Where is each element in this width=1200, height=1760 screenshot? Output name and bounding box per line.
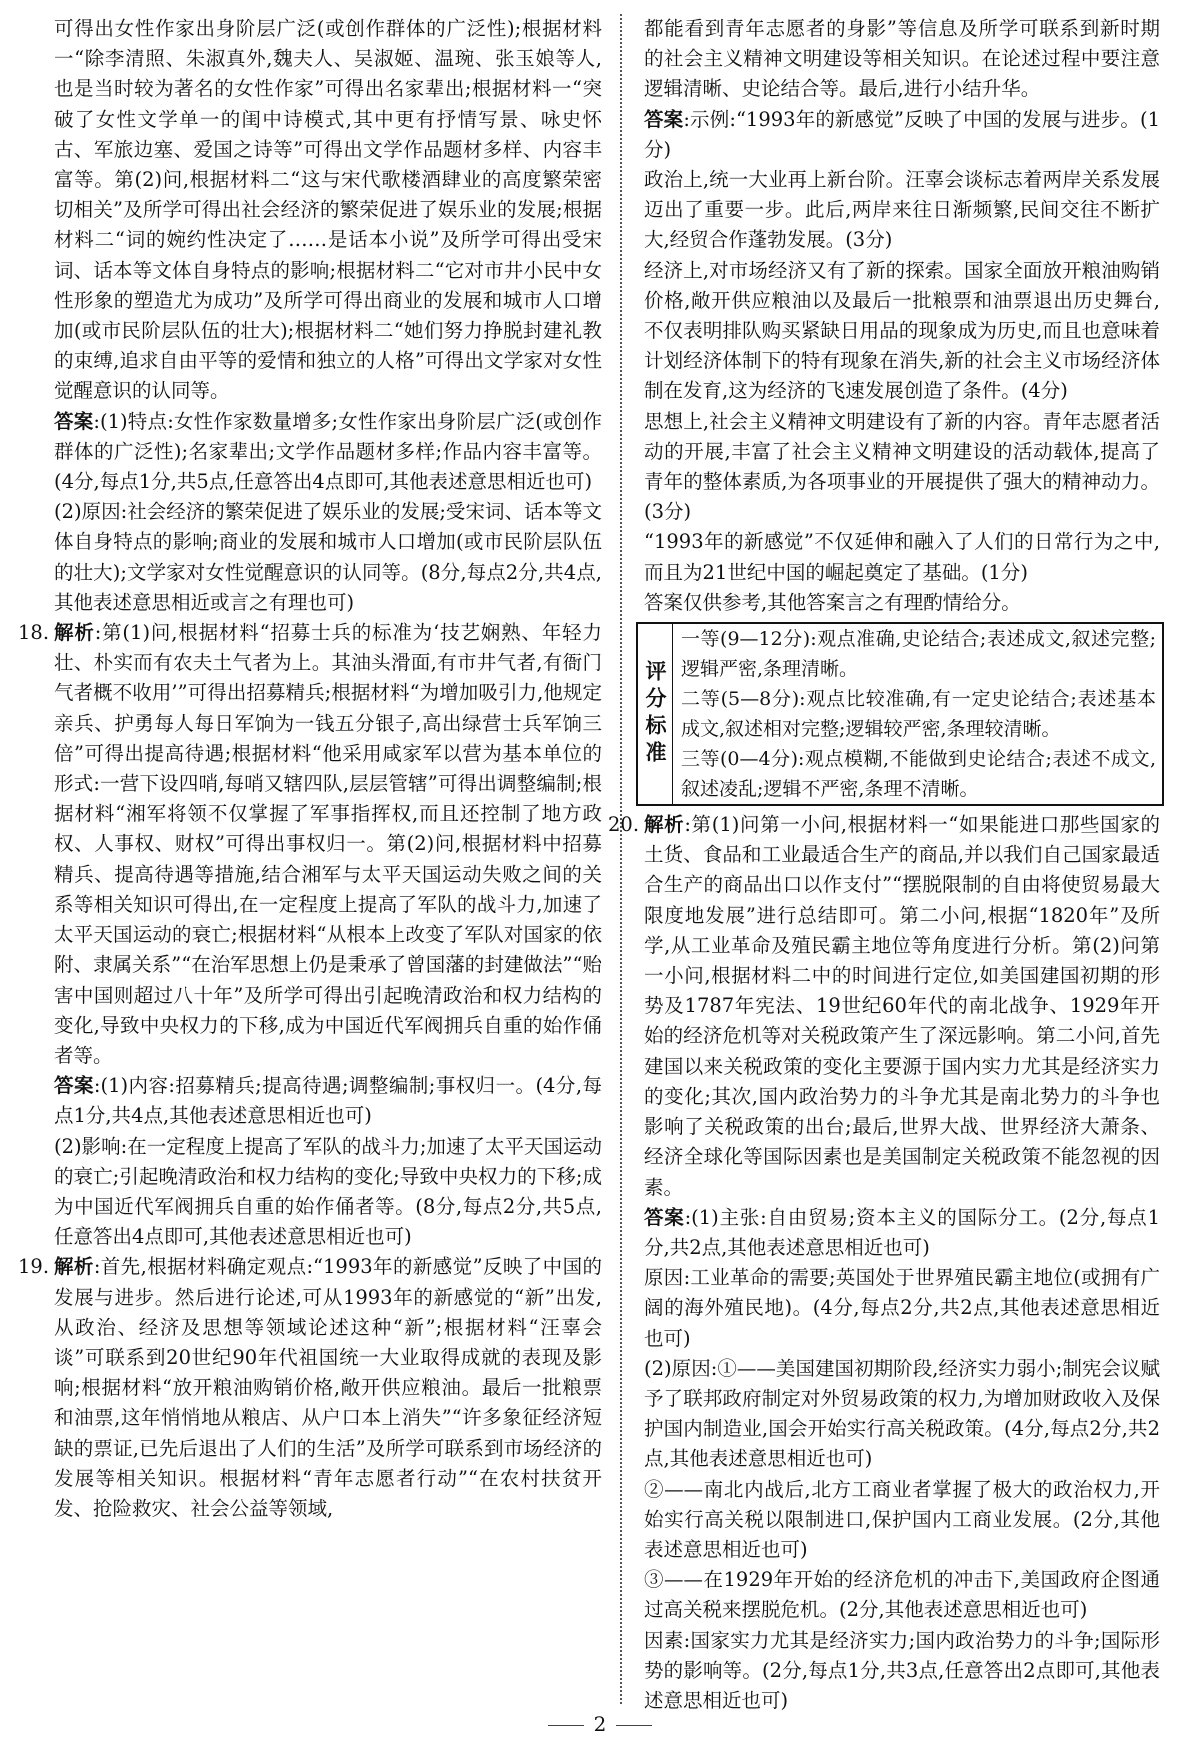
question-number: 19. (18, 1255, 50, 1279)
q19-politics: 政治上,统一大业再上新台阶。汪辜会谈标志着两岸关系发展迈出了重要一步。此后,两岸来往日渐频繁,民间交往不断扩大,经贸合作蓬勃发展。(3分) (644, 168, 1160, 252)
answer-label: 答案 (54, 409, 94, 433)
question-number: 18. (18, 621, 50, 645)
footer-dash-left (548, 1725, 584, 1726)
q17-answer-part1: 答案:(1)特点:女性作家数量增多;女性作家出身阶层广泛(或创作群体的广泛性);名家辈出;文学作品题材多样;作品内容丰富等。(4分,每点1分,共5点,任意答出4点即可,其他表述意思相近也可) (54, 409, 602, 494)
rubric-tier-1: 一等(9—12分):观点准确,史论结合;表述成文,叙述完整;逻辑严密,条理清晰。 (681, 628, 1156, 681)
q20-answer-part2b: ②——南北内战后,北方工商业者掌握了极大的政治权力,开始实行高关税以限制进口,保护国内工商业发展。(2分,其他表述意思相近也可) (644, 1477, 1160, 1561)
q20-analysis: 解析:第(1)问第一小问,根据材料一“如果能进口那些国家的土货、食品和工业最适合生产的商品,并以我们自己国家最适合生产的商品出口以作支付”“摆脱限制的自由将使贸易最大限度地发展”进行总结即可。第二小问,根据“1820年”及所学,从工业革命及殖民霸主地位等角度进行分析。第(2)问第一小问,根据材料二中的时间进行定位,如美国建国初期的形势及1787年宪法、19世纪60年代的南北战争、1929年开始的经济危机等对关税政策产生了深远影响。第二小问,首先建国以来关税政策的变化主要源于国内实力尤其是经济实力的变化;其次,国内政治势力的斗争尤其是南北势力的斗争也影响了关税政策的出台;最后,世界大战、世界经济大萧条、经济全球化等国际因素也是美国制定关税政策不能忽视的因素。 (644, 813, 1160, 1199)
answer-label: 答案 (644, 107, 684, 131)
q20-answer-part2c: ③——在1929年开始的经济危机的冲击下,美国政府企图通过高关税来摆脱危机。(2分,其他表述意思相近也可) (644, 1568, 1160, 1622)
answer-label: 答案 (54, 1074, 94, 1098)
q18-answer-part2: (2)影响:在一定程度上提高了军队的战斗力;加速了太平天国运动的衰亡;引起晚清政治和权力结构的变化;导致中央权力的下移;成为中国近代军阀拥兵自重的始作俑者等。(8分,每点2分,共5点,任意答出4点即可,其他表述意思相近也可) (54, 1134, 602, 1249)
q20-answer-part2a: (2)原因:①——美国建国初期阶段,经济实力弱小;制宪会议赋予了联邦政府制定对外贸易政策的权力,为增加财政收入及保护国内制造业,国会开始实行高关税政策。(4分,每点2分,共2点,其他表述意思相近也可) (644, 1356, 1160, 1471)
footer-dash-right (616, 1725, 652, 1726)
q17-analysis-continued: 可得出女性作家出身阶层广泛(或创作群体的广泛性);根据材料一“除李清照、朱淑真外,魏夫人、吴淑姬、温琬、张玉娘等人,也是当时较为著名的女性作家”可得出名家辈出;根据材料一“突破了女性文学单一的闺中诗模式,其中更有抒情写景、咏史怀古、军旅边塞、爱国之诗等”可得出文学作品题材多样、内容丰富等。第(2)问,根据材料二“这与宋代歌楼酒肆业的高度繁荣密切相关”及所学可得出社会经济的繁荣促进了娱乐业的发展;根据材料二“词的婉约性决定了……是话本小说”及所学可得出受宋词、话本等文体自身特点的影响;根据材料二“它对市井小民中女性形象的塑造尤为成功”及所学可得出商业的发展和城市人口增加(或市民阶层队伍的壮大);根据材料二“她们努力挣脱封建礼教的束缚,追求自由平等的爱情和独立的人格”可得出文学家对女性觉醒意识的认同等。 (54, 17, 602, 403)
column-divider (620, 14, 622, 1704)
q19-thought: 思想上,社会主义精神文明建设有了新的内容。青年志愿者活动的开展,丰富了社会主义精神文明建设的活动载体,提高了青年的整体素质,为各项事业的开展提供了强大的精神动力。(3分) (644, 409, 1160, 524)
scoring-rubric-box (636, 622, 1164, 806)
rubric-label: 评分标准 (638, 624, 673, 804)
q19-analysis: 解析:首先,根据材料确定观点:“1993年的新感觉”反映了中国的发展与进步。然后进行论述,可从1993年的新感觉的“新”出发,从政治、经济及思想等领域论述这种“新”;根据材料“汪辜会谈”可联系到20世纪90年代祖国统一大业取得成就的表现及影响;根据材料“放开粮油购销价格,敞开供应粮油。最后一批粮票和油票,这年悄悄地从粮店、从户口本上消失”“许多象征经济短缺的票证,已先后退出了人们的生活”及所学可联系到市场经济的发展等相关知识。根据材料“青年志愿者行动”“在农村扶贫开发、抢险救灾、社会公益等领域, (54, 1255, 602, 1520)
page-footer (0, 1712, 1200, 1736)
question-number: 20. (608, 813, 640, 837)
answer-label: 答案 (644, 1205, 685, 1229)
q20-answer-part1: 答案:(1)主张:自由贸易;资本主义的国际分工。(2分,每点1分,共2点,其他表述意思相近也可) (644, 1205, 1160, 1259)
right-column (608, 14, 1160, 1716)
page-number: 2 (593, 1712, 607, 1736)
analysis-label: 解析 (644, 813, 685, 837)
q19-conclusion: “1993年的新感觉”不仅延伸和融入了人们的日常行为之中,而且为21世纪中国的崛起奠定了基础。(1分) (644, 530, 1160, 584)
q19-economy: 经济上,对市场经济又有了新的探索。国家全面放开粮油购销价格,敞开供应粮油以及最后一批粮票和油票退出历史舞台,不仅表明排队购买紧缺日用品的现象成为历史,而且也意味着计划经济体制下的特有现象在消失,新的社会主义市场经济体制在发育,这为经济的飞速发展创造了条件。(4分) (644, 258, 1160, 403)
analysis-label: 解析 (54, 1255, 94, 1279)
q18-analysis: 解析:第(1)问,根据材料“招募士兵的标准为‘技艺娴熟、年轻力壮、朴实而有农夫土气者为上。其油头滑面,有市井气者,有衙门气者概不收用’”可得出招募精兵;根据材料“为增加吸引力,他规定亲兵、护勇每人每日军饷为一钱五分银子,高出绿营士兵军饷三倍”可得出提高待遇;根据材料“他采用咸家军以营为基本单位的形式:一营下设四哨,每哨又辖四队,层层管辖”可得出调整编制;根据材料“湘军将领不仅掌握了军事指挥权,而且还控制了地方政权、人事权、财权”可得出事权归一。第(2)问,根据材料中招募精兵、提高待遇等措施,结合湘军与太平天国运动失败之间的关系等相关知识可得出,在一定程度上提高了军队的战斗力,加速了太平天国运动的衰亡;根据材料“从根本上改变了军队对国家的依附、隶属关系”“在治军思想上仍是秉承了曾国藩的封建做法”“贻害中国则超过八十年”及所学可得出引起晚清政治和权力结构的变化,导致中央权力的下移,成为中国近代军阀拥兵自重的始作俑者等。 (54, 621, 602, 1067)
question-20 (608, 810, 1160, 1716)
q18-answer-part1: 答案:(1)内容:招募精兵;提高待遇;调整编制;事权归一。(4分,每点1分,共4点,其他表述意思相近也可) (54, 1074, 602, 1128)
q19-analysis-continued: 都能看到青年志愿者的身影”等信息及所学可联系到新时期的社会主义精神文明建设等相关知识。在论述过程中要注意逻辑清晰、史论结合等。最后,进行小结升华。 (644, 17, 1160, 101)
q19-note: 答案仅供参考,其他答案言之有理酌情给分。 (644, 590, 1021, 614)
q20-factors: 因素:国家实力尤其是经济实力;国内政治势力的斗争;国际形势的影响等。(2分,每点1分,共3点,任意答出2点即可,其他表述意思相近也可) (644, 1628, 1160, 1712)
rubric-body (673, 624, 1162, 804)
q19-answer-intro: 答案:示例:“1993年的新感觉”反映了中国的发展与进步。(1分) (644, 107, 1160, 161)
question-19 (18, 1252, 602, 1524)
left-column (18, 14, 602, 1524)
rubric-tier-2: 二等(5—8分):观点比较准确,有一定史论结合;表述基本成文,叙述相对完整;逻辑较严密,条理较清晰。 (681, 688, 1156, 741)
question-18 (18, 618, 602, 1252)
analysis-label: 解析 (54, 621, 95, 645)
q17-answer-part2: (2)原因:社会经济的繁荣促进了娱乐业的发展;受宋词、话本等文体自身特点的影响;商业的发展和城市人口增加(或市民阶层队伍的壮大);文学家对女性觉醒意识的认同等。(8分,每点2分,共4点,其他表述意思相近或言之有理也可) (54, 500, 602, 614)
rubric-tier-3: 三等(0—4分):观点模糊,不能做到史论结合;表述不成文,叙述凌乱;逻辑不严密,条理不清晰。 (681, 748, 1156, 801)
q20-reason: 原因:工业革命的需要;英国处于世界殖民霸主地位(或拥有广阔的海外殖民地)。(4分,每点2分,共2点,其他表述意思相近也可) (644, 1266, 1160, 1350)
